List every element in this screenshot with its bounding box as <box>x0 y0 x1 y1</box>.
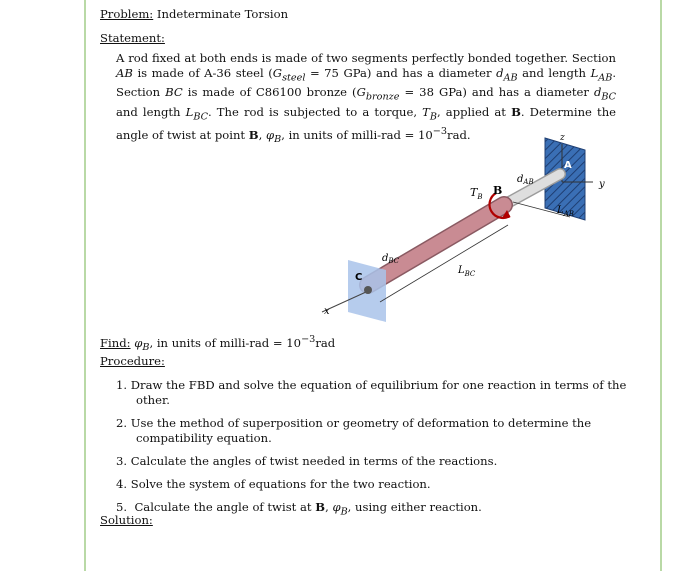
lab-label: $L_{AB}$ <box>557 205 574 218</box>
find-label: Find: <box>100 335 131 350</box>
rod-end-c <box>364 286 372 294</box>
procedure-steps <box>116 378 636 527</box>
procedure-step-2: 2. Use the method of superposition or geometry of deformation to determine the compatibility equation. <box>116 416 592 445</box>
procedure-step-5: 5. Calculate the angle of twist at B, $\varphi_B$, using either reaction. <box>116 500 482 518</box>
dbc-label: $d_{BC}$ <box>382 253 400 265</box>
problem-title-text: Indeterminate Torsion <box>156 7 289 21</box>
procedure-step-4: 4. Solve the system of equations for the two reaction. <box>116 477 431 491</box>
y-axis-label: y <box>599 179 605 190</box>
point-a-label: A <box>564 160 572 171</box>
statement-heading: Statement: <box>100 31 165 45</box>
problem-label: Problem: <box>100 7 154 21</box>
point-b-label: B <box>493 184 503 197</box>
bronze-section-bc <box>368 205 504 285</box>
frame-right-border <box>660 0 662 571</box>
solution-heading: Solution: <box>100 513 153 527</box>
procedure-step-1: 1. Draw the FBD and solve the equation of equilibrium for one reaction in terms of the other. <box>116 378 627 407</box>
rod-figure <box>310 130 620 330</box>
z-axis-label: z <box>560 133 565 143</box>
statement-paragraph: A rod fixed at both ends is made of two segments perfectly bonded together. Section AB is made of A-36 steel ($G_{steel} = 75$ GPa) and has a diameter $d_{AB}$ and length $L_{AB}$. Section BC is made of C86100 bronze ($G_{bronze} = 38$ GPa) and has a diameter $d_{BC}$ and length $L_{BC}$. The rod is subjected to a torque, $T_B$, applied at B. Determine the angle of twist at point B, $\varphi_B$, in units of milli-rad = $10^{-3}rad$. <box>116 51 617 146</box>
procedure-step-3: 3. Calculate the angles of twist needed in terms of the reactions. <box>116 454 498 468</box>
lbc-label: $L_{BC}$ <box>458 265 476 278</box>
tb-label: $T_B$ <box>470 186 483 201</box>
frame-left-border <box>84 0 86 571</box>
point-c-label: C <box>355 272 363 283</box>
x-axis-label: x <box>324 306 330 317</box>
dab-label: $d_{AB}$ <box>517 174 534 186</box>
procedure-heading: Procedure: <box>100 354 165 368</box>
find-line: Find: $\varphi_B$, in units of milli-rad = $10^{-3}rad$ <box>100 334 336 354</box>
problem-title <box>100 7 288 22</box>
